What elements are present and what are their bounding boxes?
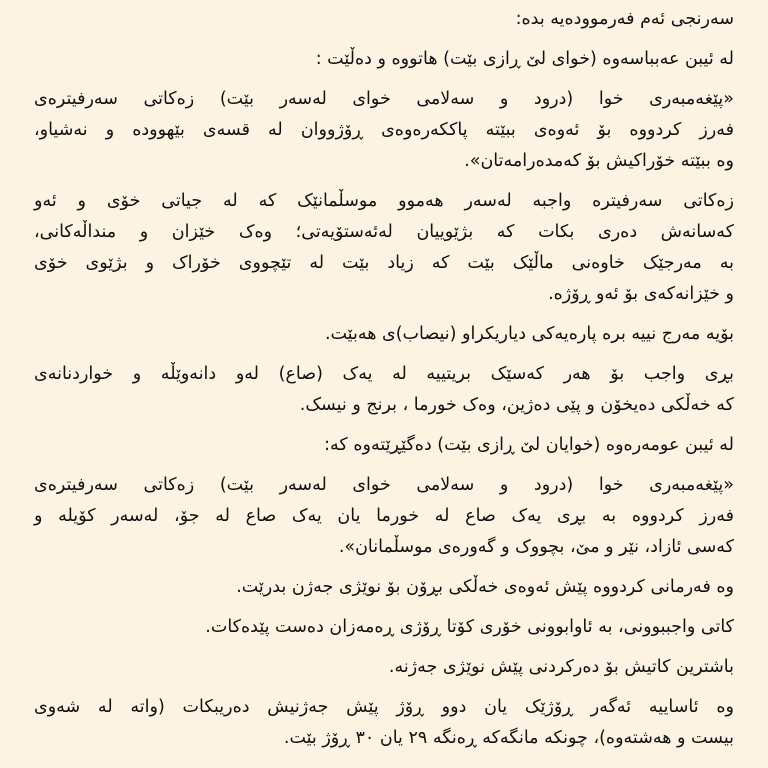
text-line: فەرز کردووە بە بڕی یەک صاع لە خورما یان یەک صاع لە جۆ، لەسەر کۆیلە و (34, 506, 734, 526)
text-line: بیست و هەشتەوە)، چونکە مانگەکە ڕەنگە ٢٩ یان ٣٠ ڕۆژ بێت. (283, 728, 734, 748)
text-line: «پێغەمبەری خوا (درود و سەلامی خوای لەسەر بێت) زەکاتی سەرفیترەی (34, 475, 734, 495)
paragraph-narrator-ibn-umar (34, 430, 734, 461)
text-line: باشترین کاتیش بۆ دەرکردنی پێش نوێژی جەژنە. (388, 657, 734, 677)
text-line: کەسی ئازاد، نێر و مێ، بچووک و گەورەی موسڵمانان». (338, 537, 734, 557)
paragraph-hadith-1 (34, 84, 734, 177)
paragraph-narrator-ibn-abbas (34, 44, 734, 75)
paragraph-early-payment (34, 692, 734, 754)
text-line: لە ئیبن عومەرەوە (خوایان لێ ڕازی بێت) دەگێڕێتەوە کە: (324, 435, 734, 455)
text-line: کە خەڵکی دەیخۆن و پێی دەژین، وەک خورما ، برنج و نیسک. (299, 395, 734, 415)
text-line: زەکاتی سەرفیترە واجبە لەسەر هەموو موسڵمانێک کە لە جیاتی خۆی و ئەو (34, 191, 734, 211)
paragraph-best-time (34, 652, 734, 683)
text-line: فەرز کردووە بۆ ئەوەی ببێتە پاککەرەوەی ڕۆژووان لە قسەی بێهوودە و نەشیاو، (34, 120, 734, 140)
text-line: وە ببێتە خۆراکیش بۆ کەمدەرامەتان». (464, 151, 734, 171)
text-line: بۆیە مەرج نییە برە پارەیەکی دیاریکراو (نیصاب)ی هەبێت. (324, 324, 734, 344)
paragraph-before-prayer (34, 572, 734, 603)
paragraph-amount (34, 359, 734, 421)
text-line: بڕی واجب بۆ هەر کەسێک بریتییە لە یەک (صاع) لەو دانەوێڵە و خواردنانەی (34, 364, 734, 384)
text-line: وە فەرمانی کردووە پێش ئەوەی خەڵکی بڕۆن بۆ نوێژی جەژن بدرێت. (236, 577, 734, 597)
text-line: بە مەرجێک خاوەنی ماڵێک بێت کە زیاد بێت لە تێچووی خۆراک و بژێوی خۆی (34, 253, 734, 273)
text-line: «پێغەمبەری خوا (درود و سەلامی خوای لەسەر بێت) زەکاتی سەرفیترەی (34, 89, 734, 109)
paragraph-intro (34, 4, 734, 35)
paragraph-hadith-2 (34, 470, 734, 563)
paragraph-nisab (34, 319, 734, 350)
text-line: لە ئیبن عەبباسەوە (خوای لێ ڕازی بێت) هاتووە و دەڵێت : (315, 49, 734, 69)
text-line: کەسانەش دەری بکات کە بژێوییان لەئەستۆیەتی؛ وەک خێزان و منداڵەکانی، (34, 222, 734, 242)
text-line: کاتی واجببوونی، بە ئاوابوونی خۆری کۆتا ڕۆژی ڕەمەزان دەست پێدەکات. (205, 617, 734, 637)
paragraph-obligation-time (34, 612, 734, 643)
text-line: و خێزانەکەی بۆ ئەو ڕۆژە. (548, 284, 734, 304)
text-line: وە ئاساییە ئەگەر ڕۆژێک یان دوو ڕۆژ پێش جەژنیش دەریبکات (واتە لە شەوی (34, 697, 734, 717)
text-line: سەرنجی ئەم فەرموودەیە بدە: (515, 9, 734, 29)
paragraph-obligation (34, 186, 734, 310)
